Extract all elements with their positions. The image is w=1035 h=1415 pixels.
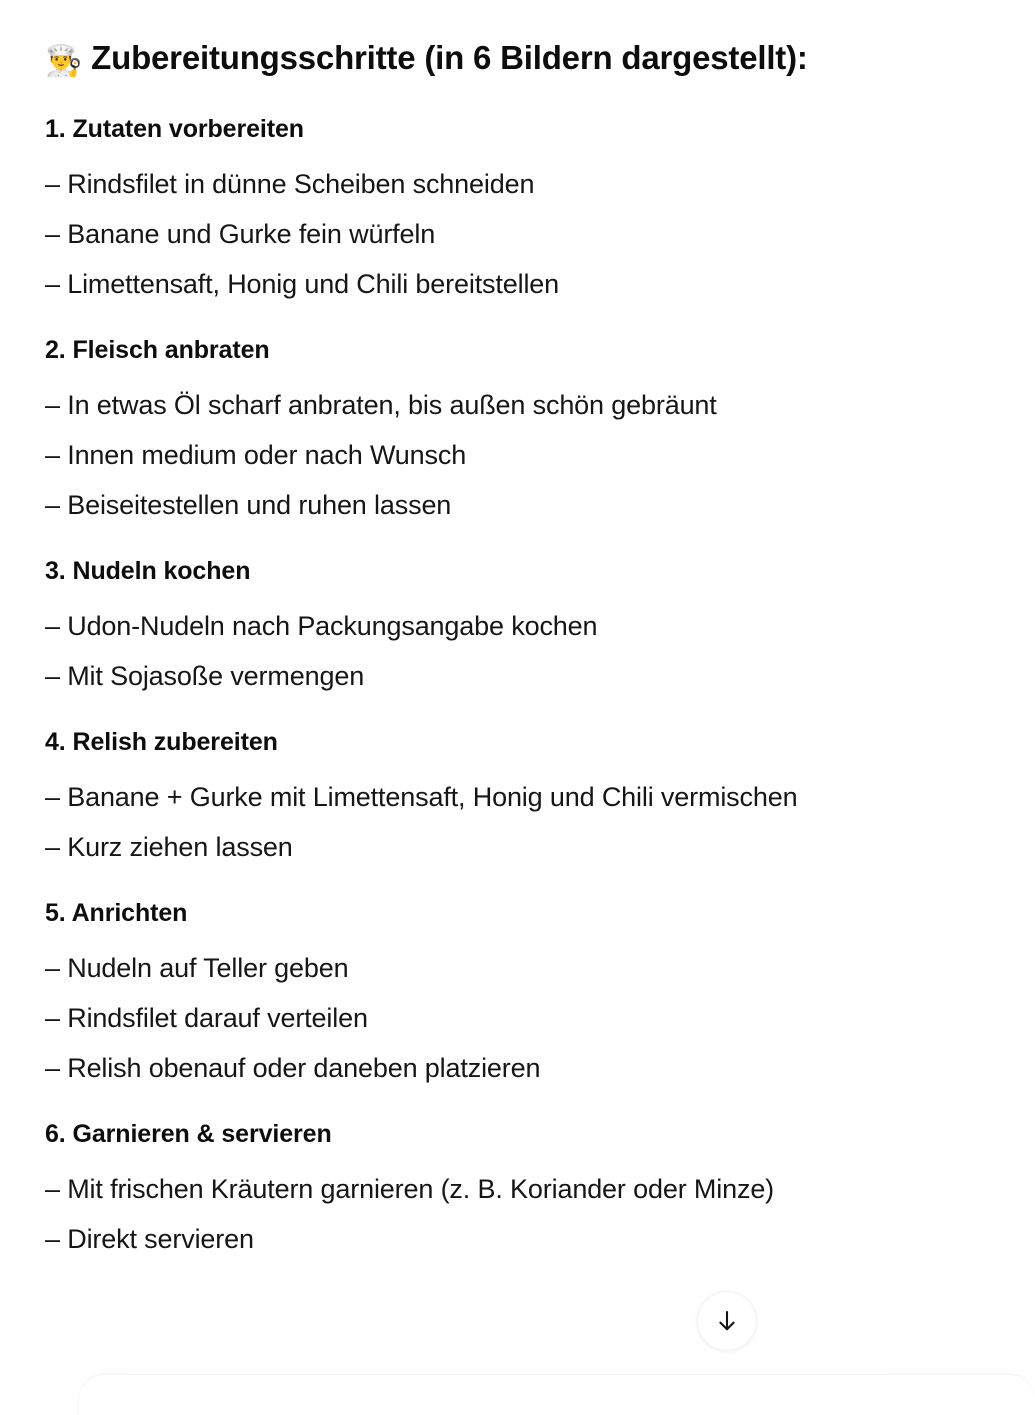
steps-list <box>45 112 1005 1264</box>
step-section <box>45 333 1005 530</box>
step-line: – Udon-Nudeln nach Packungsangabe kochen <box>45 611 598 641</box>
page-title <box>45 36 808 84</box>
step-heading: 5. Anrichten <box>45 899 188 927</box>
step-section <box>45 112 1005 309</box>
step-line: – Nudeln auf Teller geben <box>45 953 349 983</box>
step-section <box>45 896 1005 1093</box>
step-line: – Kurz ziehen lassen <box>45 832 293 862</box>
scroll-to-bottom-button[interactable] <box>697 1291 757 1351</box>
step-line: – Innen medium oder nach Wunsch <box>45 440 467 470</box>
step-heading: 1. Zutaten vorbereiten <box>45 115 304 143</box>
message-content <box>45 0 1035 1380</box>
step-line: – Mit frischen Kräutern garnieren (z. B. Koriander oder Minze) <box>45 1174 775 1204</box>
step-line-list <box>45 1164 1005 1264</box>
chef-emoji-icon: 👨‍🍳 <box>45 44 83 79</box>
step-line: – Beiseitestellen und ruhen lassen <box>45 490 452 520</box>
step-heading: 2. Fleisch anbraten <box>45 336 270 364</box>
step-line: – Mit Sojasoße vermengen <box>45 661 365 691</box>
step-line-list <box>45 601 1005 701</box>
step-heading: 4. Relish zubereiten <box>45 728 278 756</box>
composer-panel[interactable] <box>78 1374 1035 1415</box>
step-section <box>45 1117 1005 1264</box>
step-line: – Limettensaft, Honig und Chili bereitstellen <box>45 269 560 299</box>
step-line: – Relish obenauf oder daneben platzieren <box>45 1053 541 1083</box>
step-line-list <box>45 943 1005 1093</box>
step-line: – Banane und Gurke fein würfeln <box>45 219 436 249</box>
step-line: – Banane + Gurke mit Limettensaft, Honig und Chili vermischen <box>45 782 798 812</box>
page-title-text: Zubereitungsschritte (in 6 Bildern dargestellt): <box>91 39 808 76</box>
step-line-list <box>45 772 1005 872</box>
step-line-list <box>45 159 1005 309</box>
step-line: – Rindsfilet darauf verteilen <box>45 1003 368 1033</box>
step-line-list <box>45 380 1005 530</box>
step-section <box>45 725 1005 872</box>
step-line: – Direkt servieren <box>45 1224 254 1254</box>
step-section <box>45 554 1005 701</box>
arrow-down-icon <box>714 1308 740 1334</box>
step-line: – In etwas Öl scharf anbraten, bis außen schön gebräunt <box>45 390 717 420</box>
step-line: – Rindsfilet in dünne Scheiben schneiden <box>45 169 535 199</box>
step-heading: 3. Nudeln kochen <box>45 557 251 585</box>
step-heading: 6. Garnieren & servieren <box>45 1120 332 1148</box>
